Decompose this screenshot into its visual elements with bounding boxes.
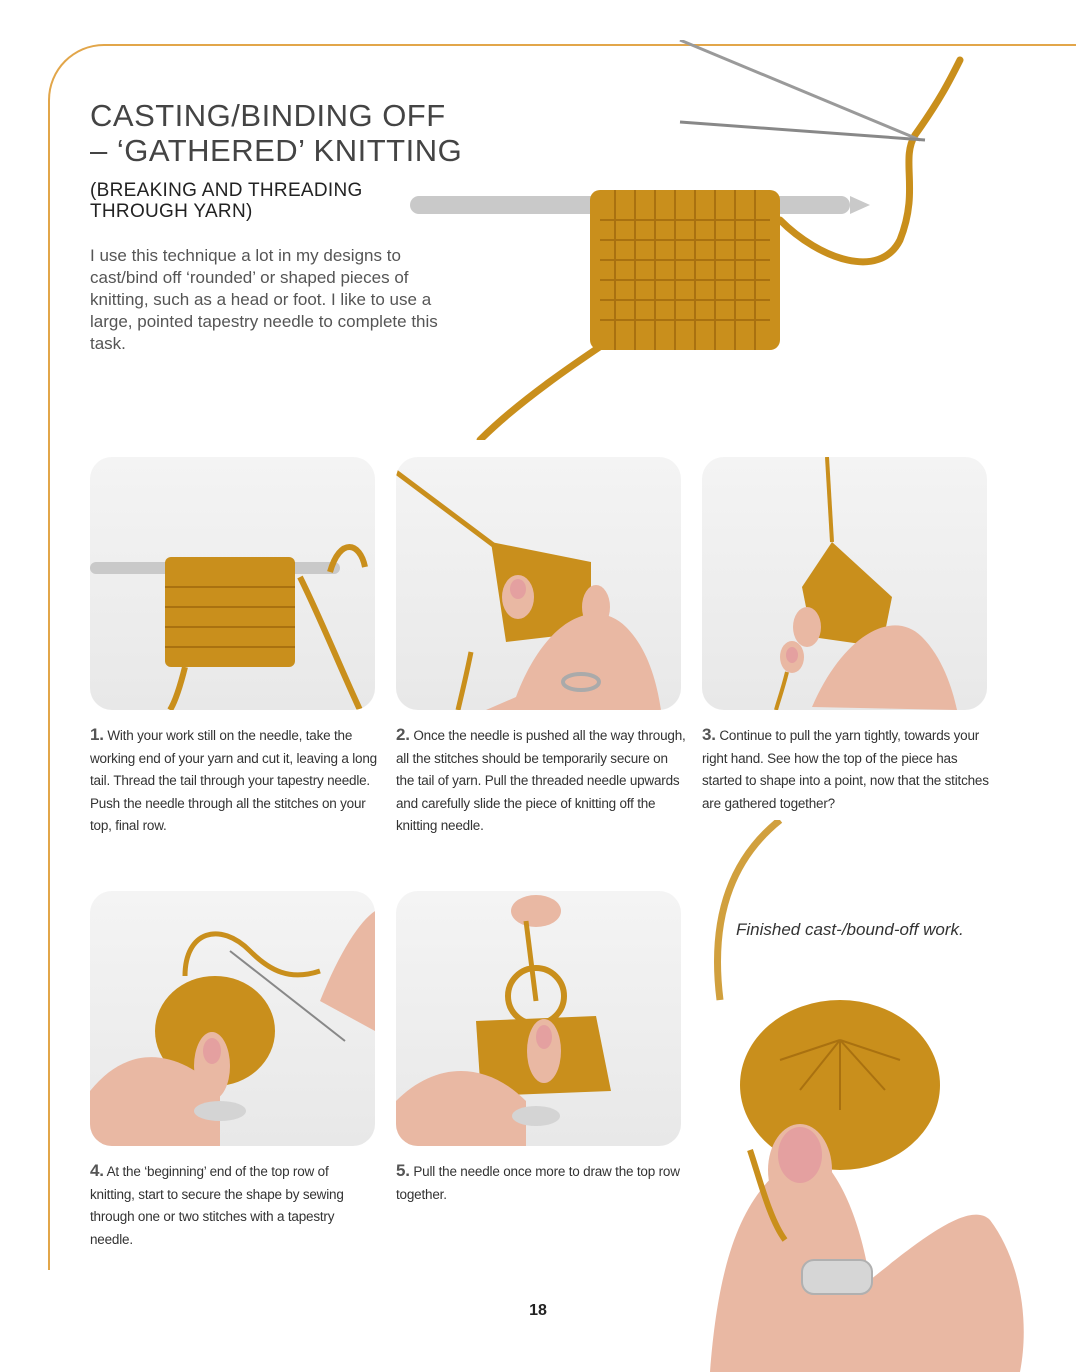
intro-text: I use this technique a lot in my designs to cast/bind off ‘rounded’ or shaped pieces of knitting, such as a head or foot. I like to use a large, pointed tapestry needle to complete this task. <box>90 246 438 353</box>
step-1-text: With your work still on the needle, take the working end of your yarn and cut it, leaving a long tail. Thread the tail through your tapestry needle. Push the needle through all the stitches on your top, final row. <box>90 728 377 833</box>
title-line-2: – ‘GATHERED’ KNITTING <box>90 133 463 168</box>
step-4-number: 4. <box>90 1161 104 1180</box>
step-5-text: Pull the needle once more to draw the top row together. <box>396 1164 680 1202</box>
page-subtitle: (BREAKING AND THREADING THROUGH YARN) <box>90 180 363 222</box>
step-1-number: 1. <box>90 725 104 744</box>
step-3-number: 3. <box>702 725 716 744</box>
step-5-caption <box>396 1160 686 1206</box>
finished-work-photo <box>690 820 1076 1372</box>
step-3-photo <box>702 457 987 710</box>
step-2-number: 2. <box>396 725 410 744</box>
step-2-photo <box>396 457 681 710</box>
step-2-caption <box>396 724 686 838</box>
step-2-text: Once the needle is pushed all the way through, all the stitches should be temporarily secure on the tail of yarn. Pull the threaded needle upwards and carefully slide the piece of knitting off the knitting needle. <box>396 728 686 833</box>
step-4-photo <box>90 891 375 1146</box>
step-4-caption <box>90 1160 375 1251</box>
title-line-1: CASTING/BINDING OFF <box>90 98 446 133</box>
step-1-photo <box>90 457 375 710</box>
hero-swatch-image <box>400 40 980 440</box>
step-3-text: Continue to pull the yarn tightly, towards your right hand. See how the top of the piece has started to shape into a point, now that the stitches are gathered together? <box>702 728 989 811</box>
page-number: 18 <box>529 1302 547 1319</box>
step-5-photo <box>396 891 681 1146</box>
step-4-text: At the ‘beginning’ end of the top row of knitting, start to secure the shape by sewing through one or two stitches with a tapestry needle. <box>90 1164 344 1247</box>
step-1-caption <box>90 724 378 838</box>
step-3-caption <box>702 724 992 815</box>
finished-caption: Finished cast-/bound-off work. <box>736 920 964 939</box>
step-5-number: 5. <box>396 1161 410 1180</box>
